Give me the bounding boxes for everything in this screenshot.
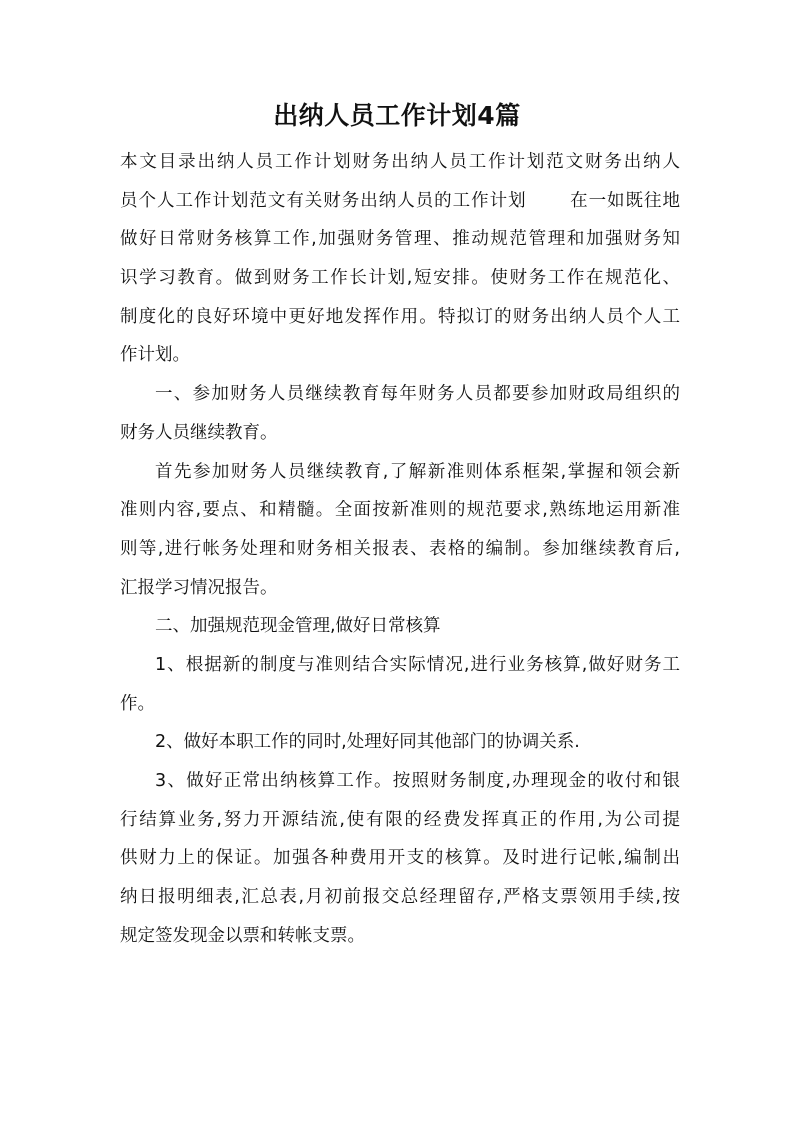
body-line: 做好日常财务核算工作,加强财务管理、推动规范管理和加强财务知 — [120, 229, 680, 250]
body-line: 3、做好正常出纳核算工作。按照财务制度,办理现金的收付和银 — [155, 771, 680, 791]
body-line: 1、根据新的制度与准则结合实际情况,进行业务核算,做好财务工 — [155, 654, 680, 675]
body-line: 则等,进行帐务处理和财务相关报表、表格的编制。参加继续教育后, — [120, 538, 680, 559]
body-line: 准则内容,要点、和精髓。全面按新准则的规范要求,熟练地运用新准 — [120, 500, 680, 521]
body-line: 本文目录出纳人员工作计划财务出纳人员工作计划范文财务出纳人 — [120, 152, 680, 172]
body-line: 一、参加财务人员继续教育每年财务人员都要参加财政局组织的 — [155, 384, 680, 405]
body-line: 2、做好本职工作的同时,处理好同其他部门的协调关系. — [155, 732, 580, 753]
body-line: 首先参加财务人员继续教育,了解新准则体系框架,掌握和领会新 — [155, 461, 680, 482]
body-line: 行结算业务,努力开源结流,使有限的经费发挥真正的作用,为公司提 — [120, 809, 680, 830]
body-line: 员个人工作计划范文有关财务出纳人员的工作计划 在一如既往地 — [120, 190, 680, 211]
body-line: 纳日报明细表,汇总表,月初前报交总经理留存,严格支票领用手续,按 — [120, 887, 680, 908]
body-line: 汇报学习情况报告。 — [120, 577, 278, 598]
body-line: 二、加强规范现金管理,做好日常核算 — [155, 616, 441, 637]
body-line: 财务人员继续教育。 — [120, 422, 278, 443]
body-line: 识学习教育。做到财务工作长计划,短安排。使财务工作在规范化、 — [120, 268, 680, 289]
body-line: 作。 — [120, 693, 155, 714]
body-line: 作计划。 — [120, 345, 190, 366]
document-title: 出纳人员工作计划4篇 — [273, 101, 521, 130]
body-line: 供财力上的保证。加强各种费用开支的核算。及时进行记帐,编制出 — [120, 848, 680, 869]
document-body — [120, 143, 680, 955]
body-line: 制度化的良好环境中更好地发挥作用。特拟订的财务出纳人员个人工 — [120, 306, 680, 327]
body-line: 规定签发现金以票和转帐支票。 — [120, 925, 365, 946]
